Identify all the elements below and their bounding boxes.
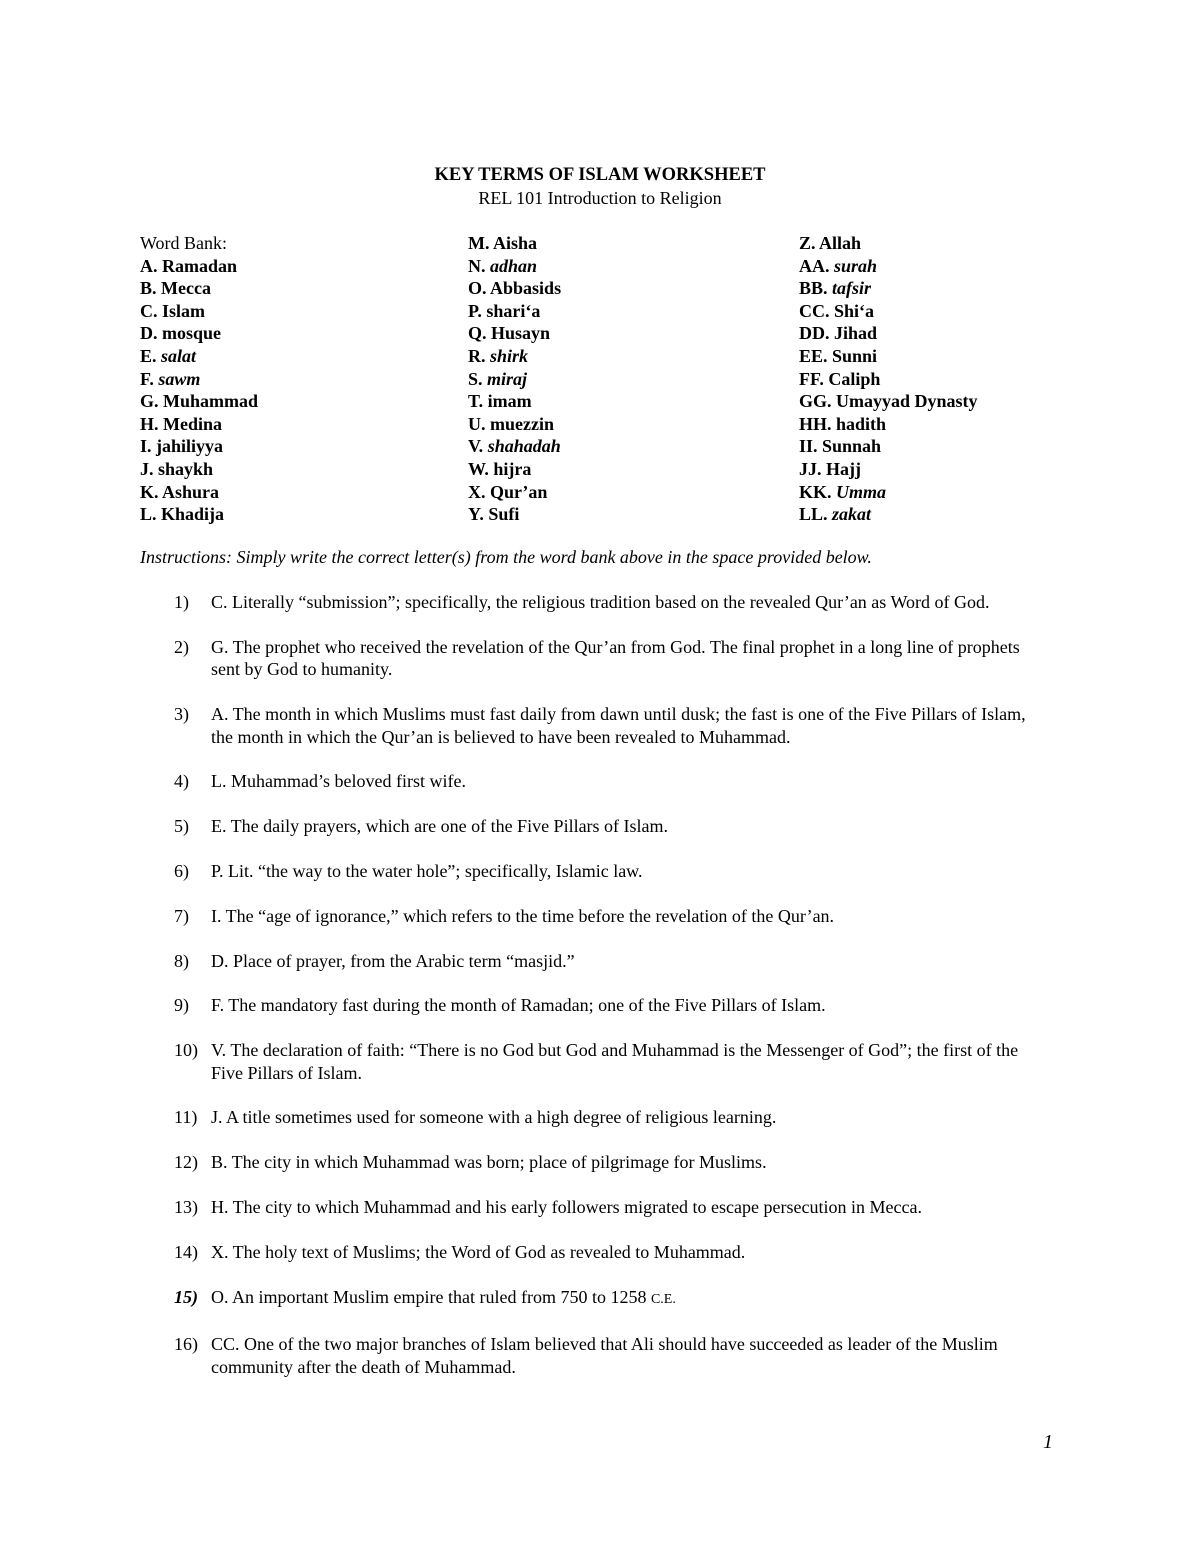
word-bank-entry — [468, 300, 561, 323]
entry-term: muezzin — [490, 413, 554, 434]
entry-term: Qur’an — [490, 481, 548, 502]
question-item — [140, 591, 1060, 614]
word-bank-entry — [799, 503, 978, 526]
entry-letter: BB. — [799, 278, 828, 299]
entry-letter: FF. — [799, 368, 824, 389]
entry-letter: W. — [468, 458, 489, 479]
word-bank-entry — [140, 255, 258, 278]
question-item — [140, 994, 1060, 1017]
entry-term: miraj — [487, 368, 528, 389]
entry-letter: LL. — [799, 504, 828, 525]
entry-letter: J. — [140, 458, 154, 479]
word-bank-entry — [140, 322, 258, 345]
question-item — [140, 1286, 1060, 1312]
entry-letter: F. — [140, 368, 154, 389]
entry-term: Hajj — [826, 458, 861, 479]
question-text: V. The declaration of faith: “There is no God but God and Muhammad is the Messenger of God”; the first of the Five Pillars of Islam. — [211, 1040, 1019, 1083]
entry-term: salat — [161, 345, 197, 366]
entry-term: Sunnah — [822, 436, 882, 457]
word-bank-entry — [799, 368, 978, 391]
entry-term: Khadija — [161, 504, 225, 525]
question-item — [140, 1151, 1060, 1174]
word-bank-entry — [799, 390, 978, 413]
word-bank-entry — [468, 232, 561, 255]
entry-term: Mecca — [161, 278, 211, 299]
question-text: A. The month in which Muslims must fast daily from dawn until dusk; the fast is one of the Five Pillars of Islam, the month in which the Qur’an is believed to have been revealed to Muhammad. — [211, 704, 1026, 747]
word-bank-entry — [140, 300, 258, 323]
entry-term: Jihad — [834, 323, 878, 344]
question-number: 12) — [174, 1152, 198, 1173]
entry-term: Allah — [819, 233, 862, 253]
word-bank-entry — [799, 345, 978, 368]
entry-letter: HH. — [799, 413, 832, 434]
entry-letter: T. — [468, 391, 484, 412]
entry-letter: I. — [140, 436, 152, 457]
entry-term: Abbasids — [490, 278, 562, 299]
word-bank-entry — [468, 345, 561, 368]
question-number: 7) — [174, 905, 189, 926]
question-text: F. The mandatory fast during the month of Ramadan; one of the Five Pillars of Islam. — [211, 995, 826, 1016]
word-bank-entry — [468, 503, 561, 526]
word-bank-entry — [799, 322, 978, 345]
question-text: D. Place of prayer, from the Arabic term “masjid.” — [211, 950, 575, 971]
entry-letter: E. — [140, 345, 157, 366]
entry-term: Islam — [162, 300, 206, 321]
question-item — [140, 1333, 1060, 1378]
entry-letter: D. — [140, 323, 158, 344]
entry-term: shirk — [490, 345, 529, 366]
question-text: B. The city in which Muhammad was born; place of pilgrimage for Muslims. — [211, 1152, 767, 1173]
entry-term: Sunni — [832, 345, 878, 366]
entry-letter: GG. — [799, 391, 832, 412]
question-number: 3) — [174, 704, 189, 725]
question-item — [140, 1039, 1060, 1084]
entry-letter: II. — [799, 436, 818, 457]
entry-term: adhan — [490, 255, 538, 276]
entry-term: shari‘a — [486, 300, 541, 321]
word-bank-entry — [799, 300, 978, 323]
entry-letter: S. — [468, 368, 483, 389]
entry-term: Muhammad — [163, 391, 259, 412]
entry-letter: M. — [468, 233, 490, 253]
question-text: E. The daily prayers, which are one of the Five Pillars of Islam. — [211, 816, 669, 837]
entry-letter: P. — [468, 300, 482, 321]
word-bank-entry — [468, 390, 561, 413]
question-text: G. The prophet who received the revelation of the Qur’an from God. The final prophet in a long line of prophets sent by God to humanity. — [211, 636, 1020, 680]
word-bank-entry — [468, 481, 561, 504]
question-list — [140, 591, 1060, 1401]
word-bank-entry — [140, 345, 258, 368]
word-bank-entry — [468, 322, 561, 345]
question-text: L. Muhammad’s beloved first wife. — [211, 771, 466, 792]
entry-letter: L. — [140, 504, 157, 525]
entry-term: Umma — [836, 481, 887, 502]
word-bank-entry — [468, 413, 561, 436]
entry-term: shaykh — [158, 458, 214, 479]
entry-letter: CC. — [799, 300, 830, 321]
era-abbreviation: C.E. — [650, 1291, 676, 1307]
word-bank-entry — [468, 255, 561, 278]
page-subtitle: REL 101 Introduction to Religion — [478, 188, 722, 208]
instructions: Instructions: Simply write the correct letter(s) from the word bank above in the space provided below. — [140, 547, 872, 567]
word-bank-entry — [468, 458, 561, 481]
word-bank-column-1 — [140, 232, 258, 526]
question-number: 2) — [174, 636, 189, 657]
question-number: 4) — [174, 771, 189, 792]
question-text: I. The “age of ignorance,” which refers to the time before the revelation of the Qur’an. — [211, 905, 835, 926]
word-bank-entry — [468, 277, 561, 300]
entry-term: Umayyad Dynasty — [836, 391, 978, 412]
entry-term: tafsir — [832, 278, 872, 299]
word-bank-entry — [799, 255, 978, 278]
question-text: X. The holy text of Muslims; the Word of God as revealed to Muhammad. — [211, 1241, 746, 1262]
question-number: 1) — [174, 592, 189, 612]
word-bank-label: Word Bank: — [140, 233, 228, 253]
entry-letter: AA. — [799, 255, 830, 276]
entry-term: hijra — [493, 458, 532, 479]
question-text: H. The city to which Muhammad and his early followers migrated to escape persecution in Mecca. — [211, 1197, 922, 1218]
question-item — [140, 860, 1060, 883]
question-item — [140, 636, 1060, 681]
word-bank-entry — [140, 277, 258, 300]
question-number: 10) — [174, 1040, 198, 1061]
question-text — [211, 1286, 1051, 1312]
entry-letter: K. — [140, 481, 159, 502]
entry-letter: B. — [140, 278, 157, 299]
word-bank-entry — [140, 368, 258, 391]
question-number: 13) — [174, 1197, 198, 1218]
entry-term: shahadah — [487, 436, 561, 457]
word-bank-entry — [799, 277, 978, 300]
question-number: 14) — [174, 1241, 198, 1262]
word-bank-entry — [140, 390, 258, 413]
word-bank-entry — [468, 368, 561, 391]
entry-term: Husayn — [491, 323, 551, 344]
entry-term: Shi‘a — [834, 300, 875, 321]
entry-letter: EE. — [799, 345, 828, 366]
question-item — [140, 905, 1060, 928]
entry-term: Caliph — [828, 368, 881, 389]
entry-term: mosque — [162, 323, 222, 344]
entry-term: hadith — [836, 413, 887, 434]
page-number: 1 — [1043, 1431, 1053, 1453]
question-number: 8) — [174, 950, 189, 971]
entry-term: Aisha — [493, 233, 538, 253]
question-number: 6) — [174, 860, 189, 881]
entry-letter: Z. — [799, 233, 816, 253]
question-item — [140, 703, 1060, 748]
entry-term: Ashura — [162, 481, 220, 502]
entry-letter: U. — [468, 413, 486, 434]
question-number: 9) — [174, 995, 189, 1016]
entry-letter: O. — [468, 278, 487, 299]
entry-letter: JJ. — [799, 458, 822, 479]
entry-letter: Y. — [468, 504, 484, 525]
word-bank-column-3 — [799, 232, 978, 526]
entry-term: jahiliyya — [156, 436, 224, 457]
question-item — [140, 1196, 1060, 1219]
word-bank-entry — [799, 232, 978, 255]
entry-letter: H. — [140, 413, 159, 434]
entry-letter: A. — [140, 255, 158, 276]
word-bank-column-2 — [468, 232, 561, 526]
question-item — [140, 1241, 1060, 1264]
word-bank-entry — [140, 503, 258, 526]
entry-letter: V. — [468, 436, 484, 457]
entry-letter: R. — [468, 345, 486, 366]
word-bank-entry — [140, 458, 258, 481]
entry-letter: Q. — [468, 323, 487, 344]
entry-term: Ramadan — [162, 255, 238, 276]
entry-letter: DD. — [799, 323, 830, 344]
entry-letter: X. — [468, 481, 486, 502]
entry-letter: G. — [140, 391, 159, 412]
question-number: 5) — [174, 816, 189, 837]
question-item — [140, 815, 1060, 838]
word-bank-entry — [799, 435, 978, 458]
entry-term: Medina — [163, 413, 223, 434]
entry-term: sawm — [158, 368, 201, 389]
word-bank-entry — [468, 435, 561, 458]
question-text-main: O. An important Muslim empire that ruled from 750 to 1258 — [211, 1286, 651, 1307]
question-item — [140, 770, 1060, 793]
entry-letter: N. — [468, 255, 486, 276]
entry-letter: C. — [140, 300, 158, 321]
question-text: J. A title sometimes used for someone with a high degree of religious learning. — [211, 1107, 777, 1128]
entry-term: imam — [487, 391, 532, 412]
question-item — [140, 1106, 1060, 1129]
word-bank-entry — [799, 481, 978, 504]
word-bank-entry — [799, 413, 978, 436]
question-number: 16) — [174, 1334, 198, 1355]
entry-term: Sufi — [488, 504, 520, 525]
word-bank-entry — [140, 481, 258, 504]
page-title: KEY TERMS OF ISLAM WORKSHEET — [434, 165, 766, 185]
entry-letter: KK. — [799, 481, 832, 502]
question-item — [140, 950, 1060, 973]
word-bank-entry — [140, 435, 258, 458]
word-bank-entry — [799, 458, 978, 481]
entry-term: zakat — [832, 504, 872, 525]
word-bank-entry — [140, 413, 258, 436]
question-text: C. Literally “submission”; specifically, the religious tradition based on the revealed Qur’an as Word of God. — [211, 592, 990, 612]
question-number: 15) — [174, 1286, 198, 1307]
question-text: P. Lit. “the way to the water hole”; specifically, Islamic law. — [211, 860, 643, 881]
question-text: CC. One of the two major branches of Islam believed that Ali should have succeeded as leader of the Muslim community after the death of Muhammad. — [211, 1334, 998, 1377]
entry-term: surah — [834, 255, 878, 276]
question-number: 11) — [174, 1107, 198, 1128]
